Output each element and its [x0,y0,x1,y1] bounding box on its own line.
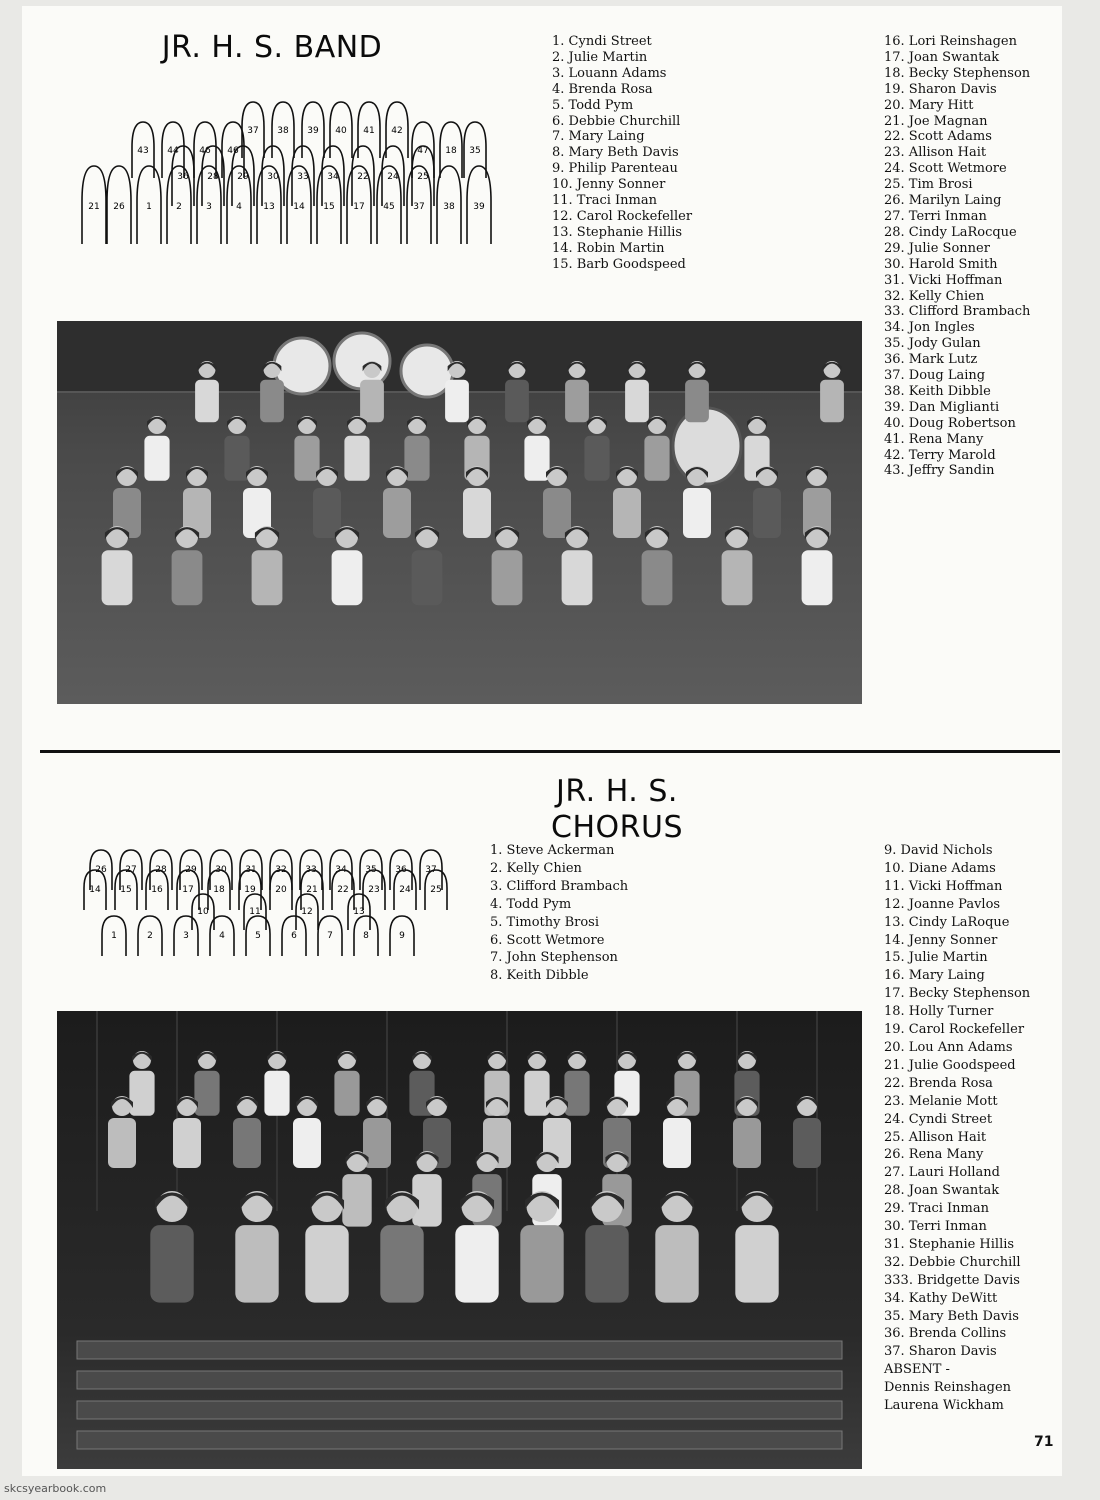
person-figure [264,1051,289,1116]
chorus-roster-item: 6. Scott Wetmore [490,932,605,948]
person-figure [404,416,429,481]
band-roster-item: 27. Terri Inman [884,208,987,224]
seat-number: 37 [247,125,259,136]
seat-number: 38 [277,125,289,136]
person-figure [129,1051,154,1116]
seat-number: 30 [267,172,279,182]
person-figure [412,526,443,605]
seat-number: 43 [137,145,149,156]
seat-number: 14 [293,201,305,212]
band-roster-item: 43. Jeffry Sandin [884,463,995,479]
chorus-roster-item: 17. Becky Stephenson [884,986,1031,1002]
chorus-seating-key-sketch [62,846,462,961]
band-roster-item: 3. Louann Adams [552,65,667,81]
seat-number: 29 [237,172,249,182]
band-roster-item: 4. Brenda Rosa [552,81,653,97]
seat-number: 15 [120,885,132,895]
chorus-roster-item: 37. Sharon Davis [884,1344,997,1360]
seat-number: 26 [113,201,125,212]
chorus-roster-item: 7. John Stephenson [490,950,618,966]
section-divider [40,750,1060,753]
person-figure [233,1096,261,1168]
band-roster-column-2 [884,34,1030,479]
seat-number: 1 [146,201,152,212]
chorus-roster-column-1 [490,842,628,985]
seat-number: 34 [335,865,347,875]
band-roster-item: 25. Tim Brosi [884,177,973,193]
band-roster-item: 41. Rena Many [884,431,984,447]
person-figure [753,466,781,538]
band-roster-item: 22. Scott Adams [884,129,992,145]
seat-number: 17 [353,201,365,212]
seat-number: 36 [177,172,189,182]
chorus-roster-item: 16. Mary Laing [884,968,985,984]
person-figure [820,361,844,422]
person-figure [613,466,641,538]
seat-number: 35 [469,145,481,156]
band-roster-item: 26. Marilyn Laing [884,193,1002,209]
band-roster-item: 11. Traci Inman [552,193,657,209]
seat-number: 45 [383,201,395,212]
person-figure [305,1191,348,1303]
band-title: JR. H. S. BAND [161,30,383,65]
person-figure [224,416,249,481]
person-figure [102,526,133,605]
band-roster-item: 17. Joan Swantak [884,49,1000,65]
person-figure [722,526,753,605]
seat-number: 9 [399,931,405,941]
person-figure [445,361,469,422]
seat-number: 16 [151,885,163,895]
chorus-roster-item: 23. Melanie Mott [884,1093,998,1109]
band-roster-item: 6. Debbie Churchill [552,113,681,129]
chorus-roster-item: 20. Lou Ann Adams [884,1039,1013,1055]
chorus-roster-item: 19. Carol Rockefeller [884,1022,1025,1038]
person-figure [150,1191,193,1303]
band-roster-item: 14. Robin Martin [552,240,665,256]
seat-number: 8 [363,931,369,941]
seat-number: 5 [255,931,261,941]
band-roster-item: 8. Mary Beth Davis [552,145,679,161]
band-roster-item: 35. Jody Gulan [884,336,981,352]
seat-number: 20 [275,885,287,895]
person-figure [344,416,369,481]
seat-number: 33 [297,172,309,182]
band-roster-item: 36. Mark Lutz [884,352,978,368]
seat-number: 10 [197,906,209,917]
chorus-roster-item: 8. Keith Dibble [490,968,589,984]
seat-number: 13 [263,201,275,212]
chorus-roster-item: 14. Jenny Sonner [884,932,998,948]
person-figure [655,1191,698,1303]
chorus-roster-item: 25. Allison Hait [884,1129,987,1145]
seat-number: 19 [244,885,256,895]
person-figure [260,361,284,422]
seat-number: 29 [185,865,197,875]
band-roster-item: 13. Stephanie Hillis [552,224,683,240]
band-roster-item: 18. Becky Stephenson [884,65,1031,81]
seat-number: 47 [417,145,429,156]
band-roster-item: 33. Clifford Brambach [884,304,1031,320]
yearbook-page [22,6,1062,1476]
seat-number: 11 [249,906,261,917]
person-figure [543,466,571,538]
seat-number: 33 [305,865,317,875]
seat-number: 18 [445,145,457,156]
person-figure [252,526,283,605]
chorus-group-photo [57,1011,862,1469]
chorus-roster-item: 2. Kelly Chien [490,860,582,876]
chorus-roster-item: 12. Joanne Pavlos [884,896,1001,912]
chorus-roster-item: 32. Debbie Churchill [884,1254,1021,1270]
person-figure [492,526,523,605]
person-figure [584,416,609,481]
chorus-roster-item: 29. Traci Inman [884,1201,989,1217]
chorus-roster-item: 22. Brenda Rosa [884,1075,993,1091]
chorus-roster-item: 26. Rena Many [884,1147,984,1163]
person-figure [642,526,673,605]
chorus-roster-item: 24. Cyndi Street [884,1111,993,1127]
seat-number: 22 [357,172,369,182]
seat-number: 39 [307,125,319,136]
person-figure [195,361,219,422]
seat-number: 34 [327,172,339,182]
seat-number: 7 [327,931,333,941]
chorus-roster-item: 3. Clifford Brambach [490,878,629,894]
person-figure [520,1191,563,1303]
person-figure [334,1051,359,1116]
person-figure [412,1151,441,1227]
chorus-roster-item: 21. Julie Goodspeed [884,1057,1016,1073]
seat-number: 25 [430,885,442,895]
band-roster-item: 9. Philip Parenteau [552,161,678,177]
person-figure [562,526,593,605]
band-roster-item: 32. Kelly Chien [884,288,985,304]
person-figure [294,416,319,481]
person-figure [685,361,709,422]
band-roster-item: 28. Cindy LaRocque [884,224,1017,240]
person-figure [342,1151,371,1227]
person-figure [802,526,833,605]
band-roster-item: 15. Barb Goodspeed [552,256,686,272]
chorus-roster-item: 28. Joan Swantak [884,1183,1000,1199]
seat-number: 2 [147,931,153,941]
person-figure [505,361,529,422]
person-figure [644,416,669,481]
seat-number: 35 [365,865,377,875]
seat-number: 28 [207,172,219,182]
seat-number: 3 [183,931,189,941]
person-figure [524,416,549,481]
person-figure [235,1191,278,1303]
seat-number: 46 [199,145,211,156]
chorus-roster-item: ABSENT - [884,1362,950,1378]
band-roster-item: 42. Terry Marold [884,447,996,463]
seat-number: 46 [227,145,239,156]
chorus-roster-item: 18. Holly Turner [884,1004,994,1020]
seat-number: 41 [363,125,375,136]
person-figure [293,1096,321,1168]
band-roster-item: 1. Cyndi Street [552,34,652,49]
seat-number: 39 [473,201,485,212]
seat-number: 27 [125,865,137,875]
seat-number: 40 [335,125,347,136]
seat-number: 44 [167,145,179,156]
person-figure [313,466,341,538]
seat-number: 32 [275,865,287,875]
person-figure [108,1096,136,1168]
chorus-roster-item: 30. Terri Inman [884,1219,987,1235]
chorus-roster-item: 5. Timothy Brosi [490,914,600,930]
watermark: skcsyearbook.com [4,1482,107,1495]
chorus-roster-item: 1. Steve Ackerman [490,843,615,858]
person-figure [564,1051,589,1116]
person-figure [383,466,411,538]
seat-number: 13 [353,906,365,917]
band-roster-item: 29. Julie Sonner [884,240,990,256]
seat-number: 4 [236,201,242,212]
chorus-roster-item: 333. Bridgette Davis [884,1272,1020,1288]
seat-number: 18 [213,885,225,895]
chorus-roster-item: 31. Stephanie Hillis [884,1236,1015,1252]
band-roster-item: 12. Carol Rockefeller [552,208,693,224]
seat-number: 30 [215,865,227,875]
chorus-title-line-1: JR. H. S. [556,774,678,809]
band-roster-item: 31. Vicki Hoffman [884,272,1003,288]
seat-number: 24 [387,172,399,182]
page-number: 71 [1034,1434,1054,1450]
chorus-roster-item: 4. Todd Pym [490,896,572,912]
person-figure [524,1051,549,1116]
person-figure [360,361,384,422]
person-figure [565,361,589,422]
seat-number: 21 [306,885,318,895]
seat-number: 26 [95,865,107,875]
chorus-roster-item: 27. Lauri Holland [884,1165,1000,1181]
person-figure [733,1096,761,1168]
chorus-roster-item: Laurena Wickham [884,1398,1004,1414]
person-figure [585,1191,628,1303]
band-roster-item: 37. Doug Laing [884,368,986,384]
band-roster-item: 38. Keith Dibble [884,383,991,399]
chorus-roster-item: 11. Vicki Hoffman [884,878,1003,894]
chorus-roster-item: 34. Kathy DeWitt [884,1290,998,1306]
seat-number: 37 [413,201,425,212]
seat-number: 1 [111,931,117,941]
person-figure [144,416,169,481]
chorus-roster-item: 15. Julie Martin [884,950,988,966]
band-roster-item: 23. Allison Hait [884,145,987,161]
seat-number: 4 [219,931,225,941]
band-roster-item: 39. Dan Miglianti [884,399,1000,415]
person-figure [463,466,491,538]
seat-number: 28 [155,865,167,875]
seat-number: 23 [368,885,380,895]
chorus-roster-item: Dennis Reinshagen [884,1380,1012,1396]
band-roster-item: 34. Jon Ingles [884,320,975,336]
band-roster-item: 19. Sharon Davis [884,81,997,97]
chorus-roster-item: 36. Brenda Collins [884,1326,1007,1342]
person-figure [735,1191,778,1303]
seat-number: 22 [337,885,349,895]
seat-number: 12 [301,906,313,917]
seat-number: 2 [176,201,182,212]
chorus-roster-item: 35. Mary Beth Davis [884,1308,1019,1324]
seat-number: 17 [182,885,194,895]
chorus-roster-item: 10. Diane Adams [884,860,996,876]
band-roster-column-1 [552,34,692,273]
band-roster-item: 40. Doug Robertson [884,415,1016,431]
band-roster-item: 7. Mary Laing [552,129,645,145]
band-roster-item: 10. Jenny Sonner [552,177,666,193]
band-roster-item: 2. Julie Martin [552,49,648,65]
person-figure [625,361,649,422]
band-group-photo [57,321,862,704]
person-figure [194,1051,219,1116]
seat-number: 25 [417,172,429,182]
seat-number: 14 [89,885,101,895]
chorus-roster-item: 13. Cindy LaRoque [884,914,1010,930]
band-roster-item: 21. Joe Magnan [884,113,988,129]
seat-number: 24 [399,885,411,895]
seat-number: 6 [291,931,297,941]
person-figure [173,1096,201,1168]
person-figure [172,526,203,605]
seat-number: 15 [323,201,335,212]
seat-number: 3 [206,201,212,212]
person-figure [332,526,363,605]
person-figure [380,1191,423,1303]
chorus-title-line-2: CHORUS [551,810,683,845]
chorus-roster-column-2 [884,842,1030,1415]
person-figure [663,1096,691,1168]
seat-number: 31 [245,865,257,875]
seat-number: 42 [391,125,403,136]
band-roster-item: 5. Todd Pym [552,97,634,113]
seat-number: 38 [443,201,455,212]
seat-number: 37 [425,865,437,875]
band-roster-item: 20. Mary Hitt [884,97,974,113]
seat-number: 21 [88,201,100,212]
person-figure [683,466,711,538]
seat-number: 36 [395,865,407,875]
band-roster-item: 16. Lori Reinshagen [884,34,1017,49]
person-figure [793,1096,821,1168]
chorus-roster-item: 9. David Nichols [884,843,993,858]
person-figure [455,1191,498,1303]
band-seating-key-sketch [62,94,502,254]
band-roster-item: 30. Harold Smith [884,256,998,272]
band-roster-item: 24. Scott Wetmore [884,161,1007,177]
